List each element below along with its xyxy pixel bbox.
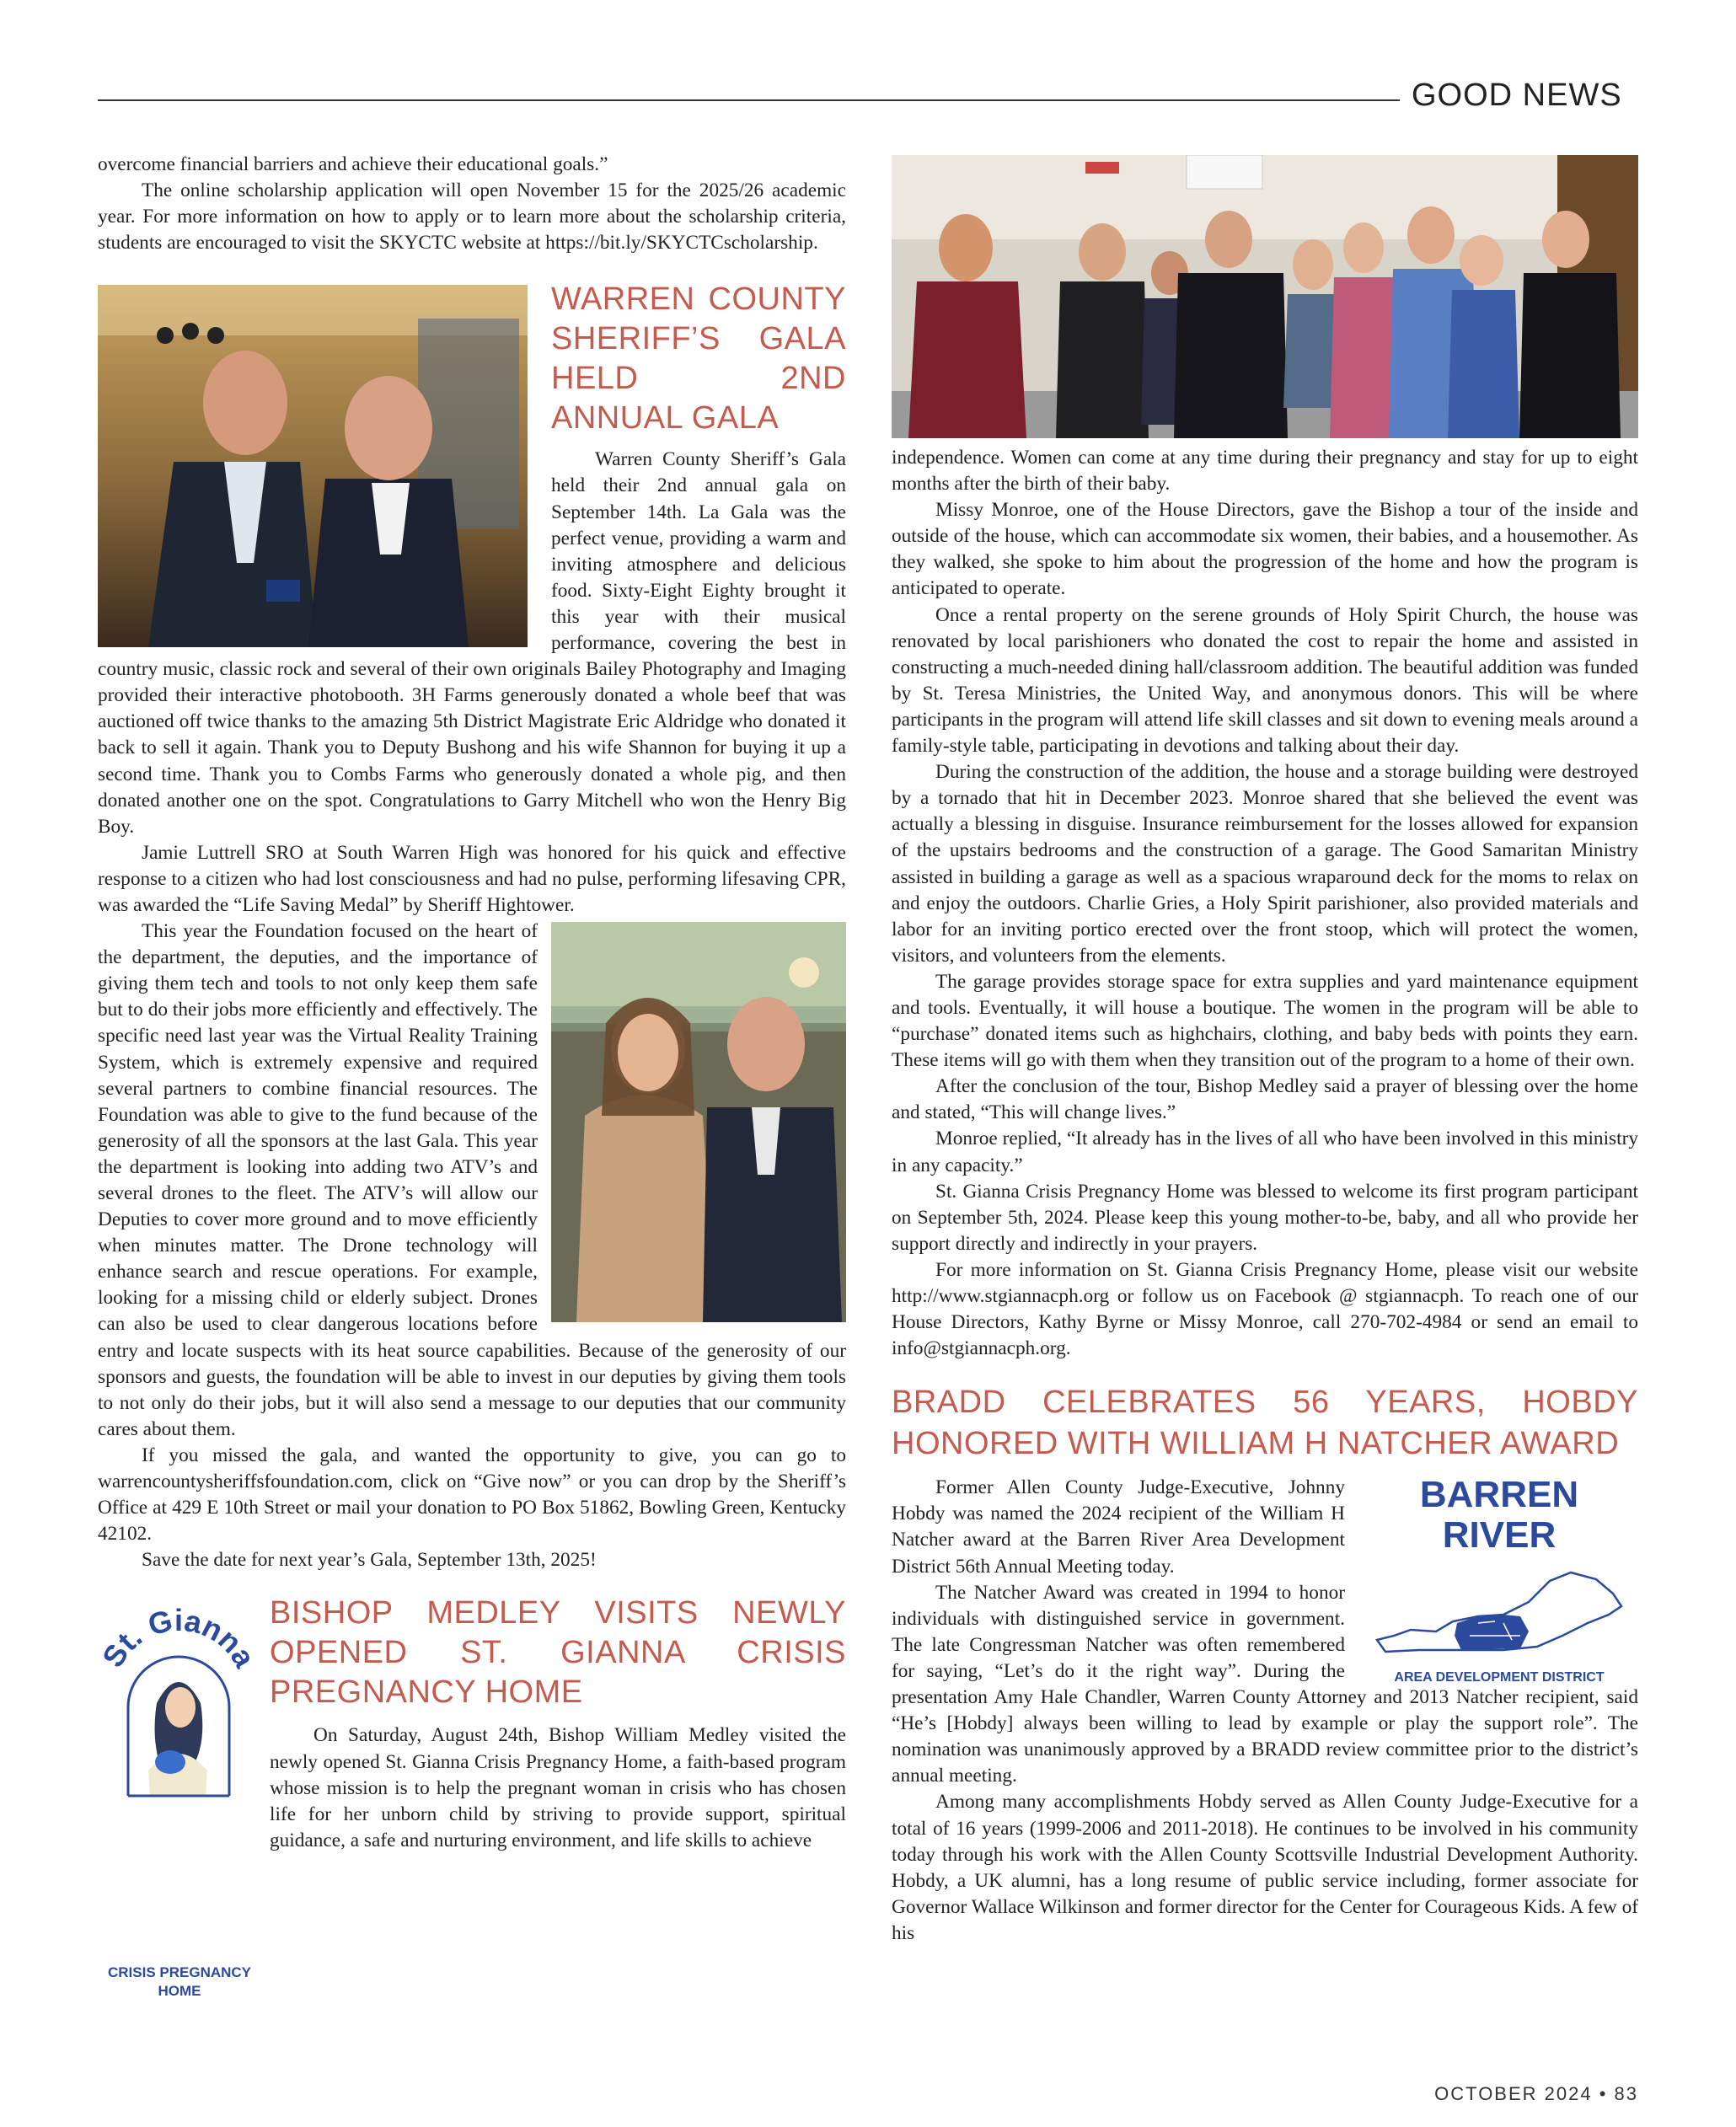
- svg-text:St. Gianna: [98, 1603, 260, 1674]
- gianna-para-7: Monroe replied, “It already has in the lives of all who have been involved in this ministry in any capacity.”: [892, 1128, 1638, 1176]
- gianna-para-3: Once a rental property on the serene grounds of Holy Spirit Church, the house was renovated by local parishioners who donated the cost to repair the home and assisted in constructing a much-needed dining hall/classroom addition. The beautiful addition was funded by St. Teresa Ministries, the United Way, and anonymous donors. This will be where participants in the program will attend life skill classes and sit down to evening meals around a family-style table, participating in devotions and talking about their day.: [892, 603, 1638, 758]
- gala-para-4: If you missed the gala, and wanted the opportunity to give, you can go to warrencountysheriffsfoundation.com, click on “Give now” or you can drop by the Sheriff’s Office at 429 E 10th Street or mail your donation to PO Box 51862, Bowling Green, Kentucky 42102.: [98, 1444, 846, 1546]
- gianna-headline: BISHOP MEDLEY VISITS NEWLY OPENED ST. GIANNA CRISIS PREGNANCY HOME: [270, 1595, 846, 1711]
- gala-para-5: Save the date for next year’s Gala, September 13th, 2025!: [142, 1549, 597, 1572]
- gala-para-1: Warren County Sheriff’s Gala held their 2nd annual gala on September 14th. La Gala was the perfect venue, providing a warm and inviting atmosphere and delicious food. Sixty-Eight Eighty brought it this year with their musical performance, covering the best in country music, classic rock and several of their own originals Bailey Photography and Imaging provided their interactive photobooth. 3H Farms generously donated a whole beef that was auctioned off twice thanks to the amazing 5th District Magistrate Eric Aldridge who donated it back to sell it again. Thank you to Deputy Bushong and his wife Shannon for buying it up a second time. Thank you to Combs Farms who generously donated a whole pig, and then donated another one on the spot. Congratulations to Garry Mitchell who won the Henry Big Boy.: [98, 448, 846, 838]
- gianna-para-5: The garage provides storage space for extra supplies and yard maintenance equipment and tools. Eventually, it will house a boutique. The women in the program will be able to “purchase” donated items such as highchairs, clothing, and baby beds with points they earn. These items will go with them when they transition out of the program to a home of their own.: [892, 970, 1638, 1072]
- gianna-para-6: After the conclusion of the tour, Bishop Medley said a prayer of blessing over the home and stated, “This will change lives.”: [892, 1075, 1638, 1124]
- bradd-para-1: Former Allen County Judge-Executive, Johnny Hobdy was named the 2024 recipient of the William H Natcher award at the Barren River Area Development District 56th Annual Meeting today.: [892, 1476, 1345, 1578]
- page-footer: OCTOBER 2024 • 83: [1434, 2083, 1638, 2104]
- bradd-headline: BRADD CELEBRATES 56 YEARS, HOBDY HONORED WITH WILLIAM H NATCHER AWARD: [892, 1385, 1638, 1462]
- st-gianna-logo: [98, 1602, 260, 1846]
- gianna-para-9: For more information on St. Gianna Crisis Pregnancy Home, please visit our website http://www.stgiannacph.org or follow us on Facebook @ stgiannacph. To reach one of our House Directors, Kathy Byrne or Missy Monroe, call 270-702-4984 or send an email to info@stgiannacph.org.: [892, 1258, 1638, 1360]
- st-gianna-logo-image: [98, 1602, 260, 1846]
- section-label: GOOD NEWS: [1412, 78, 1622, 113]
- scholarship-para-2: The online scholarship application will open November 15 for the 2025/26 academic year. For more information on how to apply or to learn more about the scholarship criteria, students are encouraged to visit the SKYCTC website at https://bit.ly/SKYCTCscholarship.: [98, 179, 846, 254]
- gala-para-2: Jamie Luttrell SRO at South Warren High was honored for his quick and effective response to a citizen who had lost consciousness and had no pulse, performing lifesaving CPR, was awarded the “Life Saving Medal” by Sheriff Hightower.: [98, 841, 846, 916]
- sheriff-gala-photo: [98, 285, 528, 647]
- barren-river-logo: [1360, 1474, 1638, 1685]
- couple-photo: [551, 922, 846, 1322]
- gianna-para-8: St. Gianna Crisis Pregnancy Home was blessed to welcome its first program participant on September 5th, 2024. Please keep this young mother-to-be, baby, and all who provide her support directly and indirectly in your prayers.: [892, 1180, 1638, 1255]
- gala-para-3: This year the Foundation focused on the heart of the department, the deputies, and the importance of giving them tech and tools to not only keep them safe but to do their jobs more efficiently and effectively. The specific need last year was the Virtual Reality Training System, which is extremely expensive and required several partners to combine financial resources. The Foundation was able to give to the fund because of the generosity of all the sponsors at the last Gala. This year the department is looking into adding two ATV’s and several drones to the fleet. The ATV’s will allow our Deputies to cover more ground and to move efficiently when minutes matter. The Drone technology will enhance search and rescue operations. For example, looking for a missing child or elderly subject. Drones can also be used to clear dangerous locations before entry and locate suspects with its heat source capabilities. Because of the generosity of our sponsors and guests, the foundation will be able to invest in our deputies by giving them tools to not only do their jobs, but it will also send a message to our deputies that our community cares about them.: [98, 920, 846, 1440]
- couple-photo-image: [551, 922, 846, 1322]
- scholarship-para-1: overcome financial barriers and achieve their educational goals.”: [98, 153, 608, 175]
- gianna-para-1-cont: independence. Women can come at any time during their pregnancy and stay for up to eight months after the birth of their baby.: [892, 447, 1638, 496]
- gianna-para-2: Missy Monroe, one of the House Directors, gave the Bishop a tour of the inside and outside of the house, which can accommodate six women, their babies, and a housemother. As they walked, she spoke to him about the progression of the home and how the program is anticipated to operate.: [892, 499, 1638, 600]
- left-column: [98, 152, 846, 1854]
- gala-photo-image: [98, 285, 528, 647]
- bradd-para-3: Among many accomplishments Hobdy served as Allen County Judge-Executive for a total of 16 years (1999-2006 and 2011-2018). He continues to be involved in his community today through his work with the Allen County Scottsville Industrial Development Authority. Hobdy, a UK alumni, has a long resume of public service including, former associate for Governor Wallace Wilkinson and former director for the Center for Courageous Kids. A few of his: [892, 1791, 1638, 1944]
- gala-headline: WARREN COUNTY SHERIFF’S GALA HELD 2ND ANNUAL GALA: [551, 281, 846, 437]
- bradd-para-2: The Natcher Award was created in 1994 to honor individuals with distinguished service in government. The late Congressman Natcher was often remembered for saying, “Let’s do it the right way”. During the presentation Amy Hale Chandler, Warren County Attorney and 2013 Natcher recipient, said “He’s [Hobdy] always been willing to lead by example or play the support role”. The nomination was unanimously approved by a BRADD review committee prior to the district’s annual meeting.: [892, 1581, 1638, 1787]
- gianna-para-4: During the construction of the addition, the house and a storage building were destroyed by a tornado that hit in December 2023. Monroe shared that she believed the event was actually a blessing in disguise. Insurance reimbursement for the losses allowed for expansion of the upstairs bedrooms and the construction of a garage. The Good Samaritan Ministry assisted in building a garage as well as a spacious wraparound deck for the moms to relax on and enjoy the outdoors. Charlie Gries, a Holy Spirit parishioner, also provided materials and labor for an inviting portico erected over the front stoop, which will protect the women, visitors, and volunteers from the elements.: [892, 761, 1638, 967]
- right-column: [892, 445, 1638, 1947]
- st-gianna-logo-caption: CRISIS PREGNANCY HOME: [107, 1964, 252, 1999]
- kentucky-map-icon: [1360, 1556, 1638, 1674]
- header-rule: [98, 99, 1400, 101]
- barren-river-logo-title: BARREN RIVER: [1419, 1474, 1579, 1556]
- bishop-group-photo: [892, 155, 1638, 438]
- st-gianna-logo-text: St. Gianna: [98, 1603, 260, 1674]
- group-photo-image: [892, 155, 1638, 438]
- gianna-para-1: On Saturday, August 24th, Bishop William Medley visited the newly opened St. Gianna Crisis Pregnancy Home, a faith-based program whose mission is to help the pregnant woman in crisis who has chosen life for her unborn child by striving to provide support, spiritual guidance, a safe and nurturing environment, and life skills to achieve: [270, 1724, 846, 1851]
- barren-river-logo-subtitle: AREA DEVELOPMENT DISTRICT: [1394, 1670, 1605, 1685]
